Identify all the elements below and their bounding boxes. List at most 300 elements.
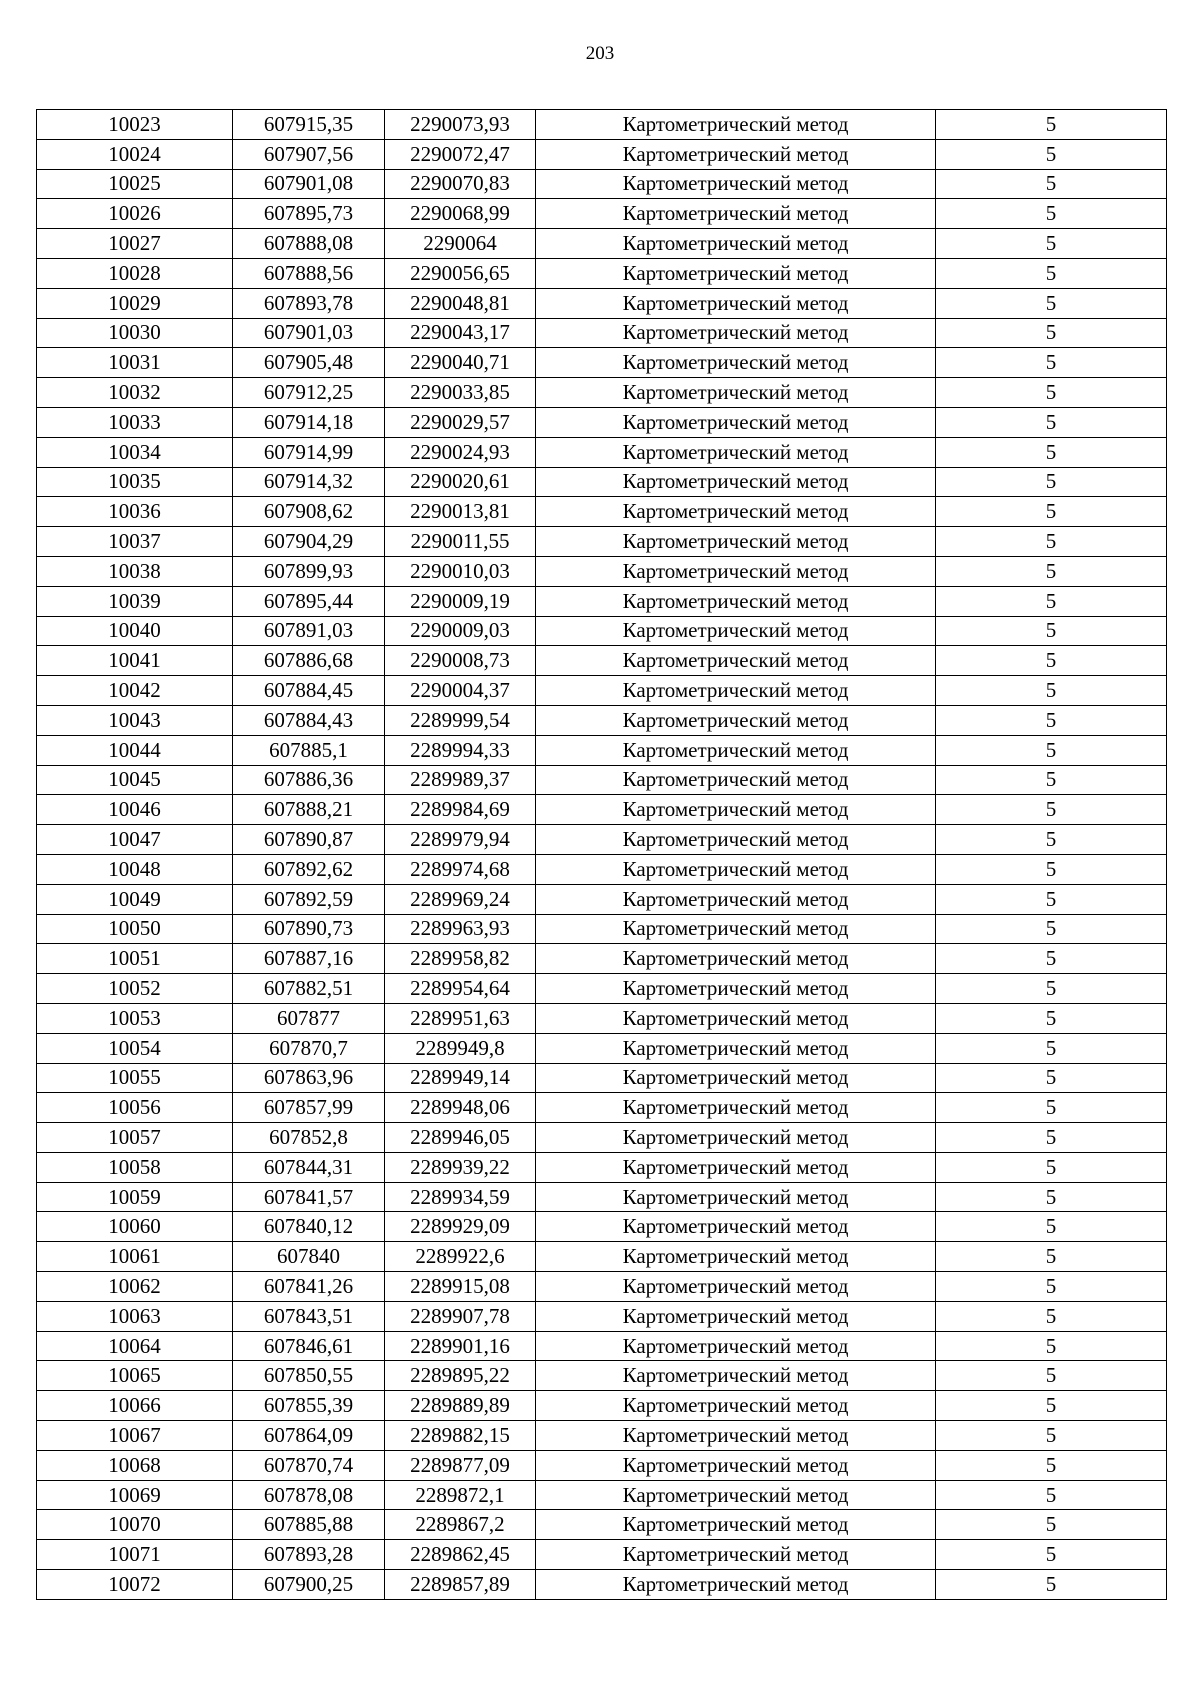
method-cell: Картометрический метод xyxy=(536,974,936,1004)
x-coordinate-cell: 607855,39 xyxy=(233,1391,385,1421)
table-row xyxy=(37,1421,1167,1451)
coordinates-table xyxy=(36,109,1167,1600)
method-cell: Картометрический метод xyxy=(536,586,936,616)
y-coordinate-cell: 2289949,8 xyxy=(385,1033,536,1063)
x-coordinate-cell: 607850,55 xyxy=(233,1361,385,1391)
accuracy-cell: 5 xyxy=(936,1450,1167,1480)
x-coordinate-cell: 607907,56 xyxy=(233,139,385,169)
x-coordinate-cell: 607914,32 xyxy=(233,467,385,497)
point-number-cell: 10051 xyxy=(37,944,233,974)
point-number-cell: 10071 xyxy=(37,1540,233,1570)
point-number-cell: 10063 xyxy=(37,1301,233,1331)
point-number-cell: 10039 xyxy=(37,586,233,616)
x-coordinate-cell: 607912,25 xyxy=(233,378,385,408)
y-coordinate-cell: 2289989,37 xyxy=(385,765,536,795)
point-number-cell: 10066 xyxy=(37,1391,233,1421)
y-coordinate-cell: 2289979,94 xyxy=(385,825,536,855)
point-number-cell: 10024 xyxy=(37,139,233,169)
point-number-cell: 10036 xyxy=(37,497,233,527)
point-number-cell: 10042 xyxy=(37,676,233,706)
x-coordinate-cell: 607877 xyxy=(233,1003,385,1033)
accuracy-cell: 5 xyxy=(936,1421,1167,1451)
x-coordinate-cell: 607846,61 xyxy=(233,1331,385,1361)
accuracy-cell: 5 xyxy=(936,1480,1167,1510)
accuracy-cell: 5 xyxy=(936,884,1167,914)
point-number-cell: 10053 xyxy=(37,1003,233,1033)
point-number-cell: 10028 xyxy=(37,258,233,288)
table-row xyxy=(37,795,1167,825)
point-number-cell: 10043 xyxy=(37,705,233,735)
x-coordinate-cell: 607904,29 xyxy=(233,527,385,557)
point-number-cell: 10061 xyxy=(37,1242,233,1272)
y-coordinate-cell: 2289948,06 xyxy=(385,1093,536,1123)
accuracy-cell: 5 xyxy=(936,199,1167,229)
accuracy-cell: 5 xyxy=(936,378,1167,408)
accuracy-cell: 5 xyxy=(936,1182,1167,1212)
y-coordinate-cell: 2290070,83 xyxy=(385,169,536,199)
x-coordinate-cell: 607899,93 xyxy=(233,556,385,586)
table-row xyxy=(37,318,1167,348)
table-row xyxy=(37,1301,1167,1331)
method-cell: Картометрический метод xyxy=(536,318,936,348)
point-number-cell: 10044 xyxy=(37,735,233,765)
x-coordinate-cell: 607901,03 xyxy=(233,318,385,348)
y-coordinate-cell: 2289954,64 xyxy=(385,974,536,1004)
y-coordinate-cell: 2290073,93 xyxy=(385,110,536,140)
table-row xyxy=(37,1331,1167,1361)
method-cell: Картометрический метод xyxy=(536,944,936,974)
table-row xyxy=(37,854,1167,884)
point-number-cell: 10026 xyxy=(37,199,233,229)
accuracy-cell: 5 xyxy=(936,974,1167,1004)
method-cell: Картометрический метод xyxy=(536,258,936,288)
x-coordinate-cell: 607892,62 xyxy=(233,854,385,884)
table-row xyxy=(37,1063,1167,1093)
table-row xyxy=(37,556,1167,586)
table-row xyxy=(37,139,1167,169)
point-number-cell: 10062 xyxy=(37,1272,233,1302)
y-coordinate-cell: 2290013,81 xyxy=(385,497,536,527)
accuracy-cell: 5 xyxy=(936,318,1167,348)
y-coordinate-cell: 2289963,93 xyxy=(385,914,536,944)
table-row xyxy=(37,646,1167,676)
accuracy-cell: 5 xyxy=(936,854,1167,884)
point-number-cell: 10034 xyxy=(37,437,233,467)
accuracy-cell: 5 xyxy=(936,765,1167,795)
x-coordinate-cell: 607885,1 xyxy=(233,735,385,765)
method-cell: Картометрический метод xyxy=(536,1421,936,1451)
x-coordinate-cell: 607900,25 xyxy=(233,1570,385,1600)
accuracy-cell: 5 xyxy=(936,229,1167,259)
x-coordinate-cell: 607882,51 xyxy=(233,974,385,1004)
table-row xyxy=(37,1510,1167,1540)
y-coordinate-cell: 2289877,09 xyxy=(385,1450,536,1480)
table-row xyxy=(37,616,1167,646)
point-number-cell: 10050 xyxy=(37,914,233,944)
y-coordinate-cell: 2290020,61 xyxy=(385,467,536,497)
method-cell: Картометрический метод xyxy=(536,1093,936,1123)
table-row xyxy=(37,407,1167,437)
table-row xyxy=(37,1361,1167,1391)
point-number-cell: 10056 xyxy=(37,1093,233,1123)
accuracy-cell: 5 xyxy=(936,407,1167,437)
point-number-cell: 10064 xyxy=(37,1331,233,1361)
x-coordinate-cell: 607901,08 xyxy=(233,169,385,199)
method-cell: Картометрический метод xyxy=(536,1540,936,1570)
accuracy-cell: 5 xyxy=(936,1212,1167,1242)
method-cell: Картометрический метод xyxy=(536,854,936,884)
method-cell: Картометрический метод xyxy=(536,1152,936,1182)
point-number-cell: 10065 xyxy=(37,1361,233,1391)
y-coordinate-cell: 2290009,19 xyxy=(385,586,536,616)
accuracy-cell: 5 xyxy=(936,944,1167,974)
method-cell: Картометрический метод xyxy=(536,1510,936,1540)
point-number-cell: 10031 xyxy=(37,348,233,378)
y-coordinate-cell: 2289862,45 xyxy=(385,1540,536,1570)
y-coordinate-cell: 2289969,24 xyxy=(385,884,536,914)
y-coordinate-cell: 2290011,55 xyxy=(385,527,536,557)
y-coordinate-cell: 2289994,33 xyxy=(385,735,536,765)
accuracy-cell: 5 xyxy=(936,1272,1167,1302)
table-row xyxy=(37,676,1167,706)
point-number-cell: 10049 xyxy=(37,884,233,914)
method-cell: Картометрический метод xyxy=(536,1361,936,1391)
method-cell: Картометрический метод xyxy=(536,1212,936,1242)
accuracy-cell: 5 xyxy=(936,705,1167,735)
x-coordinate-cell: 607886,68 xyxy=(233,646,385,676)
method-cell: Картометрический метод xyxy=(536,1450,936,1480)
accuracy-cell: 5 xyxy=(936,616,1167,646)
x-coordinate-cell: 607863,96 xyxy=(233,1063,385,1093)
y-coordinate-cell: 2289939,22 xyxy=(385,1152,536,1182)
y-coordinate-cell: 2289907,78 xyxy=(385,1301,536,1331)
method-cell: Картометрический метод xyxy=(536,348,936,378)
method-cell: Картометрический метод xyxy=(536,139,936,169)
point-number-cell: 10029 xyxy=(37,288,233,318)
y-coordinate-cell: 2290004,37 xyxy=(385,676,536,706)
table-row xyxy=(37,1570,1167,1600)
x-coordinate-cell: 607841,26 xyxy=(233,1272,385,1302)
y-coordinate-cell: 2289882,15 xyxy=(385,1421,536,1451)
table-row xyxy=(37,199,1167,229)
method-cell: Картометрический метод xyxy=(536,765,936,795)
point-number-cell: 10055 xyxy=(37,1063,233,1093)
point-number-cell: 10030 xyxy=(37,318,233,348)
y-coordinate-cell: 2289951,63 xyxy=(385,1003,536,1033)
y-coordinate-cell: 2290048,81 xyxy=(385,288,536,318)
method-cell: Картометрический метод xyxy=(536,1063,936,1093)
method-cell: Картометрический метод xyxy=(536,1480,936,1510)
method-cell: Картометрический метод xyxy=(536,169,936,199)
accuracy-cell: 5 xyxy=(936,1152,1167,1182)
x-coordinate-cell: 607914,99 xyxy=(233,437,385,467)
point-number-cell: 10032 xyxy=(37,378,233,408)
coordinates-table-body xyxy=(37,110,1167,1600)
method-cell: Картометрический метод xyxy=(536,1331,936,1361)
table-row xyxy=(37,1093,1167,1123)
accuracy-cell: 5 xyxy=(936,586,1167,616)
x-coordinate-cell: 607870,74 xyxy=(233,1450,385,1480)
table-row xyxy=(37,527,1167,557)
accuracy-cell: 5 xyxy=(936,497,1167,527)
table-row xyxy=(37,1450,1167,1480)
y-coordinate-cell: 2290068,99 xyxy=(385,199,536,229)
accuracy-cell: 5 xyxy=(936,258,1167,288)
x-coordinate-cell: 607893,78 xyxy=(233,288,385,318)
x-coordinate-cell: 607841,57 xyxy=(233,1182,385,1212)
y-coordinate-cell: 2289872,1 xyxy=(385,1480,536,1510)
y-coordinate-cell: 2290009,03 xyxy=(385,616,536,646)
accuracy-cell: 5 xyxy=(936,1331,1167,1361)
method-cell: Картометрический метод xyxy=(536,199,936,229)
method-cell: Картометрический метод xyxy=(536,1123,936,1153)
method-cell: Картометрический метод xyxy=(536,676,936,706)
point-number-cell: 10060 xyxy=(37,1212,233,1242)
accuracy-cell: 5 xyxy=(936,556,1167,586)
table-row xyxy=(37,1003,1167,1033)
method-cell: Картометрический метод xyxy=(536,914,936,944)
point-number-cell: 10058 xyxy=(37,1152,233,1182)
x-coordinate-cell: 607886,36 xyxy=(233,765,385,795)
x-coordinate-cell: 607905,48 xyxy=(233,348,385,378)
table-row xyxy=(37,348,1167,378)
point-number-cell: 10025 xyxy=(37,169,233,199)
y-coordinate-cell: 2290056,65 xyxy=(385,258,536,288)
x-coordinate-cell: 607878,08 xyxy=(233,1480,385,1510)
method-cell: Картометрический метод xyxy=(536,527,936,557)
table-row xyxy=(37,735,1167,765)
method-cell: Картометрический метод xyxy=(536,1272,936,1302)
method-cell: Картометрический метод xyxy=(536,795,936,825)
table-row xyxy=(37,944,1167,974)
method-cell: Картометрический метод xyxy=(536,378,936,408)
table-row xyxy=(37,1242,1167,1272)
x-coordinate-cell: 607890,73 xyxy=(233,914,385,944)
y-coordinate-cell: 2290072,47 xyxy=(385,139,536,169)
table-row xyxy=(37,974,1167,1004)
method-cell: Картометрический метод xyxy=(536,407,936,437)
accuracy-cell: 5 xyxy=(936,1301,1167,1331)
accuracy-cell: 5 xyxy=(936,1003,1167,1033)
accuracy-cell: 5 xyxy=(936,437,1167,467)
y-coordinate-cell: 2289946,05 xyxy=(385,1123,536,1153)
table-row xyxy=(37,1480,1167,1510)
y-coordinate-cell: 2289984,69 xyxy=(385,795,536,825)
x-coordinate-cell: 607914,18 xyxy=(233,407,385,437)
point-number-cell: 10070 xyxy=(37,1510,233,1540)
accuracy-cell: 5 xyxy=(936,825,1167,855)
table-row xyxy=(37,1152,1167,1182)
table-row xyxy=(37,1540,1167,1570)
x-coordinate-cell: 607891,03 xyxy=(233,616,385,646)
y-coordinate-cell: 2289857,89 xyxy=(385,1570,536,1600)
y-coordinate-cell: 2289934,59 xyxy=(385,1182,536,1212)
x-coordinate-cell: 607844,31 xyxy=(233,1152,385,1182)
method-cell: Картометрический метод xyxy=(536,616,936,646)
x-coordinate-cell: 607840 xyxy=(233,1242,385,1272)
accuracy-cell: 5 xyxy=(936,1063,1167,1093)
point-number-cell: 10046 xyxy=(37,795,233,825)
table-row xyxy=(37,1391,1167,1421)
method-cell: Картометрический метод xyxy=(536,884,936,914)
x-coordinate-cell: 607852,8 xyxy=(233,1123,385,1153)
accuracy-cell: 5 xyxy=(936,527,1167,557)
table-row xyxy=(37,1272,1167,1302)
y-coordinate-cell: 2290010,03 xyxy=(385,556,536,586)
point-number-cell: 10045 xyxy=(37,765,233,795)
accuracy-cell: 5 xyxy=(936,139,1167,169)
point-number-cell: 10069 xyxy=(37,1480,233,1510)
y-coordinate-cell: 2290040,71 xyxy=(385,348,536,378)
x-coordinate-cell: 607843,51 xyxy=(233,1301,385,1331)
y-coordinate-cell: 2290043,17 xyxy=(385,318,536,348)
method-cell: Картометрический метод xyxy=(536,437,936,467)
method-cell: Картометрический метод xyxy=(536,1570,936,1600)
y-coordinate-cell: 2289999,54 xyxy=(385,705,536,735)
table-row xyxy=(37,169,1167,199)
x-coordinate-cell: 607840,12 xyxy=(233,1212,385,1242)
point-number-cell: 10041 xyxy=(37,646,233,676)
point-number-cell: 10047 xyxy=(37,825,233,855)
point-number-cell: 10052 xyxy=(37,974,233,1004)
method-cell: Картометрический метод xyxy=(536,646,936,676)
point-number-cell: 10027 xyxy=(37,229,233,259)
x-coordinate-cell: 607857,99 xyxy=(233,1093,385,1123)
x-coordinate-cell: 607893,28 xyxy=(233,1540,385,1570)
table-row xyxy=(37,1212,1167,1242)
method-cell: Картометрический метод xyxy=(536,1003,936,1033)
accuracy-cell: 5 xyxy=(936,676,1167,706)
table-row xyxy=(37,258,1167,288)
table-row xyxy=(37,378,1167,408)
table-row xyxy=(37,467,1167,497)
y-coordinate-cell: 2290029,57 xyxy=(385,407,536,437)
point-number-cell: 10072 xyxy=(37,1570,233,1600)
table-row xyxy=(37,705,1167,735)
method-cell: Картометрический метод xyxy=(536,1033,936,1063)
accuracy-cell: 5 xyxy=(936,1361,1167,1391)
accuracy-cell: 5 xyxy=(936,169,1167,199)
y-coordinate-cell: 2289915,08 xyxy=(385,1272,536,1302)
table-row xyxy=(37,1123,1167,1153)
x-coordinate-cell: 607895,44 xyxy=(233,586,385,616)
point-number-cell: 10054 xyxy=(37,1033,233,1063)
x-coordinate-cell: 607884,43 xyxy=(233,705,385,735)
x-coordinate-cell: 607885,88 xyxy=(233,1510,385,1540)
method-cell: Картометрический метод xyxy=(536,1301,936,1331)
point-number-cell: 10059 xyxy=(37,1182,233,1212)
x-coordinate-cell: 607892,59 xyxy=(233,884,385,914)
point-number-cell: 10035 xyxy=(37,467,233,497)
accuracy-cell: 5 xyxy=(936,735,1167,765)
accuracy-cell: 5 xyxy=(936,288,1167,318)
y-coordinate-cell: 2290008,73 xyxy=(385,646,536,676)
accuracy-cell: 5 xyxy=(936,1391,1167,1421)
y-coordinate-cell: 2289958,82 xyxy=(385,944,536,974)
accuracy-cell: 5 xyxy=(936,1033,1167,1063)
x-coordinate-cell: 607870,7 xyxy=(233,1033,385,1063)
y-coordinate-cell: 2289922,6 xyxy=(385,1242,536,1272)
y-coordinate-cell: 2289889,89 xyxy=(385,1391,536,1421)
table-row xyxy=(37,437,1167,467)
method-cell: Картометрический метод xyxy=(536,497,936,527)
y-coordinate-cell: 2289949,14 xyxy=(385,1063,536,1093)
method-cell: Картометрический метод xyxy=(536,288,936,318)
accuracy-cell: 5 xyxy=(936,1570,1167,1600)
point-number-cell: 10057 xyxy=(37,1123,233,1153)
y-coordinate-cell: 2289974,68 xyxy=(385,854,536,884)
point-number-cell: 10023 xyxy=(37,110,233,140)
accuracy-cell: 5 xyxy=(936,1242,1167,1272)
x-coordinate-cell: 607908,62 xyxy=(233,497,385,527)
y-coordinate-cell: 2289867,2 xyxy=(385,1510,536,1540)
method-cell: Картометрический метод xyxy=(536,229,936,259)
accuracy-cell: 5 xyxy=(936,1093,1167,1123)
x-coordinate-cell: 607884,45 xyxy=(233,676,385,706)
y-coordinate-cell: 2289895,22 xyxy=(385,1361,536,1391)
method-cell: Картометрический метод xyxy=(536,1391,936,1421)
accuracy-cell: 5 xyxy=(936,1510,1167,1540)
accuracy-cell: 5 xyxy=(936,1540,1167,1570)
accuracy-cell: 5 xyxy=(936,646,1167,676)
method-cell: Картометрический метод xyxy=(536,1242,936,1272)
accuracy-cell: 5 xyxy=(936,348,1167,378)
y-coordinate-cell: 2290033,85 xyxy=(385,378,536,408)
point-number-cell: 10048 xyxy=(37,854,233,884)
table-row xyxy=(37,765,1167,795)
point-number-cell: 10038 xyxy=(37,556,233,586)
page-number: 203 xyxy=(585,43,615,64)
point-number-cell: 10068 xyxy=(37,1450,233,1480)
y-coordinate-cell: 2289901,16 xyxy=(385,1331,536,1361)
method-cell: Картометрический метод xyxy=(536,467,936,497)
x-coordinate-cell: 607888,08 xyxy=(233,229,385,259)
x-coordinate-cell: 607890,87 xyxy=(233,825,385,855)
point-number-cell: 10040 xyxy=(37,616,233,646)
table-row xyxy=(37,1033,1167,1063)
table-row xyxy=(37,110,1167,140)
y-coordinate-cell: 2290024,93 xyxy=(385,437,536,467)
x-coordinate-cell: 607887,16 xyxy=(233,944,385,974)
x-coordinate-cell: 607888,56 xyxy=(233,258,385,288)
x-coordinate-cell: 607888,21 xyxy=(233,795,385,825)
table-row xyxy=(37,497,1167,527)
accuracy-cell: 5 xyxy=(936,467,1167,497)
method-cell: Картометрический метод xyxy=(536,735,936,765)
table-row xyxy=(37,288,1167,318)
table-row xyxy=(37,884,1167,914)
table-row xyxy=(37,586,1167,616)
table-row xyxy=(37,825,1167,855)
y-coordinate-cell: 2290064 xyxy=(385,229,536,259)
table-row xyxy=(37,229,1167,259)
method-cell: Картометрический метод xyxy=(536,705,936,735)
x-coordinate-cell: 607864,09 xyxy=(233,1421,385,1451)
method-cell: Картометрический метод xyxy=(536,556,936,586)
method-cell: Картометрический метод xyxy=(536,1182,936,1212)
table-row xyxy=(37,1182,1167,1212)
y-coordinate-cell: 2289929,09 xyxy=(385,1212,536,1242)
method-cell: Картометрический метод xyxy=(536,110,936,140)
x-coordinate-cell: 607895,73 xyxy=(233,199,385,229)
accuracy-cell: 5 xyxy=(936,914,1167,944)
accuracy-cell: 5 xyxy=(936,1123,1167,1153)
accuracy-cell: 5 xyxy=(936,110,1167,140)
method-cell: Картометрический метод xyxy=(536,825,936,855)
point-number-cell: 10033 xyxy=(37,407,233,437)
table-row xyxy=(37,914,1167,944)
point-number-cell: 10067 xyxy=(37,1421,233,1451)
